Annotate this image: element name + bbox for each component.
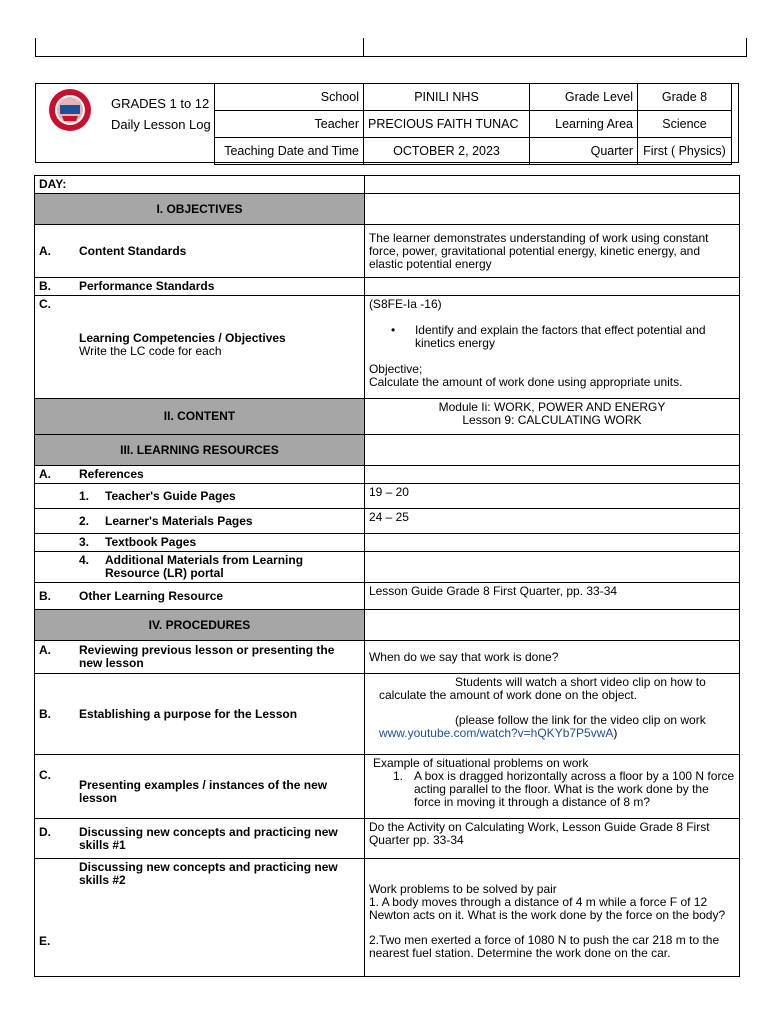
competency-bullet: Identify and explain the factors that effect potential and kinetics energy [414, 323, 706, 350]
deped-seal-icon [48, 88, 92, 132]
teachers-guide-value: 19 – 20 [364, 484, 739, 509]
references-label: References [79, 467, 144, 481]
proc-c-row [35, 755, 740, 819]
proc-b-line2: calculate the amount of work done on the object. [378, 688, 638, 702]
proc-c-heading: Example of situational problems on work [372, 756, 589, 770]
proc-a-label: Reviewing previous lesson or presenting the new lesson [79, 643, 335, 670]
proc-e-row [35, 859, 740, 977]
row-letter: A. [39, 243, 51, 258]
proc-d-row [35, 819, 740, 859]
proc-e-intro: Work problems to be solved by pair [368, 882, 557, 896]
competencies-sublabel: Write the LC code for each [79, 344, 222, 358]
row-letter: B. [39, 588, 51, 603]
proc-b-close-paren: ) [613, 726, 618, 740]
item-number: 1. [79, 488, 90, 503]
top-table-stub [35, 38, 747, 57]
row-letter: C. [39, 297, 51, 311]
learners-materials-value: 24 – 25 [364, 509, 739, 534]
row-letter: B. [39, 706, 51, 721]
item-number: 4. [79, 553, 90, 567]
performance-standards-label: Performance Standards [79, 279, 215, 293]
item-number: 2. [79, 513, 90, 528]
other-resource-row [35, 583, 740, 610]
additional-materials-label: Additional Materials from Learning Resource (LR) portal [105, 553, 304, 580]
content-module: Module Ii: WORK, POWER AND ENERGY [438, 400, 666, 414]
resources-heading-row [35, 435, 740, 466]
textbook-row [35, 534, 740, 552]
row-letter: D. [39, 824, 51, 839]
teacher-value: PRECIOUS FAITH TUNAC [364, 111, 530, 138]
proc-a-row [35, 641, 740, 674]
school-label: School [215, 84, 364, 111]
objective-label: Objective; [368, 362, 423, 376]
item-number: 3. [79, 535, 90, 549]
other-resource-label: Other Learning Resource [79, 588, 224, 603]
content-row [35, 399, 740, 435]
content-standards-value: The learner demonstrates understanding of work using constant force, power, gravitational potential energy, kinetic energy, and elastic potential energy [364, 225, 739, 278]
log-title: Daily Lesson Log [111, 117, 211, 132]
proc-e-problem-1: 1. A body moves through a distance of 4 m while a force F of 12 Newton acts on it. What is the work done by the force on the body? [368, 895, 726, 922]
date-label: Teaching Date and Time [215, 138, 364, 165]
grade-level-label: Grade Level [530, 84, 638, 111]
procedures-heading: IV. PROCEDURES [35, 610, 365, 641]
learners-materials-label: Learner's Materials Pages [105, 513, 253, 528]
quarter-label: Quarter [530, 138, 638, 165]
day-label: DAY: [35, 176, 365, 194]
teacher-label: Teacher [215, 111, 364, 138]
teachers-guide-row [35, 484, 740, 509]
competencies-row [35, 296, 740, 399]
resources-heading: III. LEARNING RESOURCES [35, 435, 365, 466]
content-standards-row [35, 225, 740, 278]
procedures-heading-row [35, 610, 740, 641]
header-row-date [215, 138, 732, 165]
proc-d-value: Do the Activity on Calculating Work, Lesson Guide Grade 8 First Quarter pp. 33-34 [364, 819, 739, 859]
competencies-label: Learning Competencies / Objectives [79, 331, 286, 345]
competency-code: (S8FE-Ia -16) [368, 297, 442, 311]
school-value: PINILI NHS [364, 84, 530, 111]
row-letter: C. [39, 767, 51, 782]
proc-c-item-number: 1. [392, 769, 403, 783]
learning-area-label: Learning Area [530, 111, 638, 138]
learners-materials-row [35, 509, 740, 534]
row-letter: E. [39, 934, 51, 948]
proc-b-line3: (please follow the link for the video clip on work [454, 713, 706, 727]
additional-materials-row [35, 552, 740, 583]
lesson-log-header [35, 83, 739, 163]
proc-a-value: When do we say that work is done? [364, 641, 739, 674]
other-resource-value: Lesson Guide Grade 8 First Quarter, pp. 33-34 [364, 583, 739, 610]
day-row [35, 176, 740, 194]
references-row [35, 466, 740, 484]
content-heading: II. CONTENT [35, 399, 365, 435]
date-value: OCTOBER 2, 2023 [364, 138, 530, 165]
proc-d-label: Discussing new concepts and practicing new skills #1 [79, 824, 338, 852]
row-letter: A. [39, 467, 51, 481]
proc-c-item: A box is dragged horizontally across a floor by a 100 N force acting parallel to the floor. What is the work done by the force in moving it through a distance of 8 m? [413, 769, 735, 809]
video-link[interactable]: www.youtube.com/watch?v=hQKYb7P5vwA [378, 726, 614, 740]
proc-c-label: Presenting examples / instances of the new lesson [79, 777, 328, 805]
header-row-teacher [215, 111, 732, 138]
quarter-value: First ( Physics) [638, 138, 732, 165]
row-letter: B. [39, 279, 51, 293]
row-letter: A. [39, 643, 51, 657]
header-info-table [214, 83, 732, 165]
proc-e-label: Discussing new concepts and practicing new skills #2 [79, 860, 338, 887]
lesson-plan-table [34, 175, 740, 977]
proc-e-problem-2: 2.Two men exerted a force of 1080 N to push the car 218 m to the nearest fuel station. Determine the work done on the car. [368, 933, 720, 960]
performance-standards-row [35, 278, 740, 296]
grade-level-value: Grade 8 [638, 84, 732, 111]
proc-b-line1: Students will watch a short video clip on how to [454, 675, 706, 689]
textbook-label: Textbook Pages [105, 535, 197, 549]
objective-text: Calculate the amount of work done using appropriate units. [368, 375, 683, 389]
header-row-school [215, 84, 732, 111]
objectives-heading-row [35, 194, 740, 225]
proc-b-row [35, 674, 740, 755]
proc-b-label: Establishing a purpose for the Lesson [79, 706, 298, 721]
objectives-heading: I. OBJECTIVES [35, 194, 365, 225]
learning-area-value: Science [638, 111, 732, 138]
content-standards-label: Content Standards [79, 243, 187, 258]
bullet-icon: • [390, 323, 396, 337]
grades-label: GRADES 1 to 12 [111, 96, 210, 111]
content-lesson: Lesson 9: CALCULATING WORK [462, 413, 642, 427]
teachers-guide-label: Teacher's Guide Pages [105, 488, 236, 503]
